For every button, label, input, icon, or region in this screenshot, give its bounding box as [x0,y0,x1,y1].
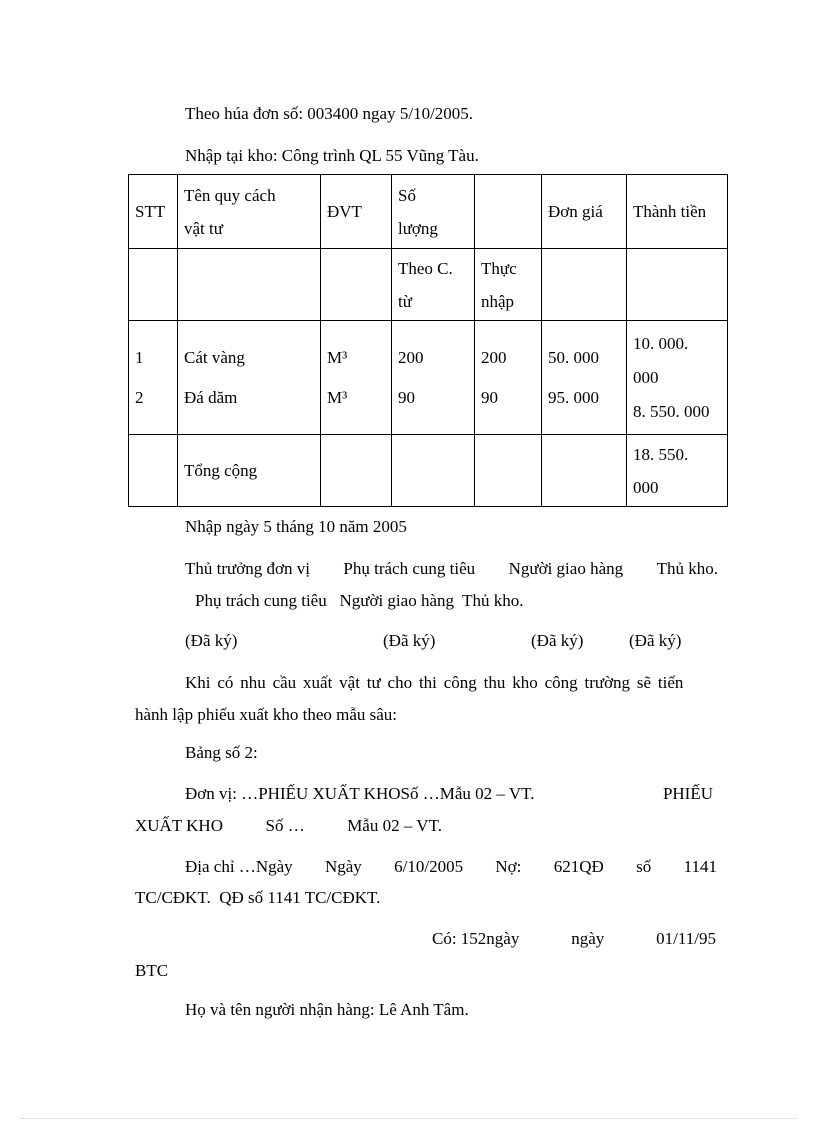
goods-receipt-table [128,174,728,507]
header-stt: STT [129,175,178,249]
table-total-row [129,435,728,507]
signed-4: (Đã ký) [629,631,682,650]
page-bottom-divider [20,1118,796,1119]
header-qty: Số lượng [392,175,475,249]
paragraph-line-1: Khi có nhu cầu xuất vật tư cho thi công thu kho công trường sẽ tiến [185,673,684,692]
invoice-line: Theo húa đơn số: 003400 ngay 5/10/2005. [185,104,474,123]
table-row: 1 2 Cát vàng Đá dăm M³ M³ 200 90 200 90 50. 000 95. 000 10. 000. 000 8. 550. 000 [129,321,728,435]
header-empty [475,175,542,249]
unit-line-1: Đơn vị: …PHIẾU XUẤT KHOSố …Mẫu 02 – VT. PHIẾU [185,784,713,803]
signed-3: (Đã ký) [531,631,584,650]
receiver-name: Họ và tên người nhận hàng: Lê Anh Tâm. [185,1000,469,1019]
table-number: Bảng số 2: [185,743,258,762]
paragraph-line-2: hành lập phiếu xuất kho theo mẫu sâu: [135,705,398,724]
address-line-2: TC/CĐKT. QĐ số 1141 TC/CĐKT. [135,888,381,907]
header-price: Đơn giá [542,175,627,249]
header-name: Tên quy cách vật tư [178,175,321,249]
total-amount: 18. 550. 000 [627,435,728,507]
signed-2: (Đã ký) [383,631,436,650]
warehouse-line: Nhập tại kho: Công trình QL 55 Vũng Tàu. [185,146,479,165]
table-header-row [129,175,728,249]
receipt-date: Nhập ngày 5 tháng 10 năm 2005 [185,517,407,536]
subheader-actual: Thực nhập [475,249,542,321]
total-label: Tổng cộng [178,435,321,507]
signers-line-1: Thủ trưởng đơn vị Phụ trách cung tiêu Người giao hàng Thủ kho. [185,559,718,578]
subheader-doc-qty: Theo C. từ [392,249,475,321]
credit-line-1: Có: 152ngày ngày 01/11/95 [432,929,716,948]
unit-line-2: XUẤT KHO Số … Mẫu 02 – VT. [135,816,442,835]
address-line-1: Địa chỉ …Ngày Ngày 6/10/2005 Nợ: 621QĐ số 1141 [185,857,717,876]
header-amount: Thành tiền [627,175,728,249]
table-subheader-row [129,249,728,321]
credit-line-2: BTC [135,961,169,980]
header-unit: ĐVT [321,175,392,249]
signers-line-2: Phụ trách cung tiêu Người giao hàng Thủ kho. [195,591,524,610]
signed-1: (Đã ký) [185,631,238,650]
